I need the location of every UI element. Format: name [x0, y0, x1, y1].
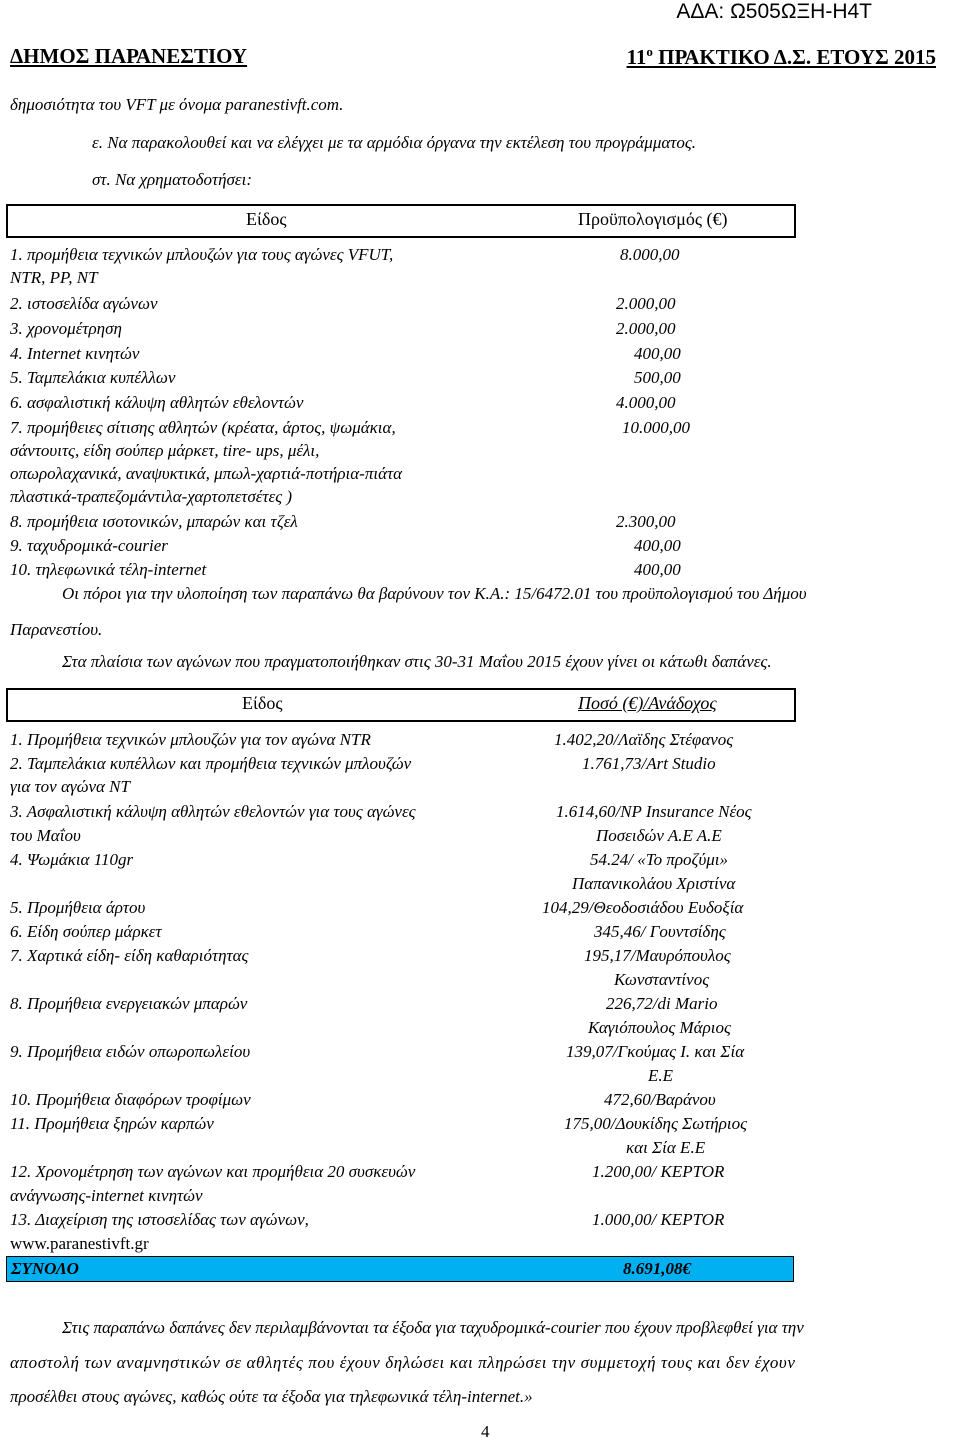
total-row	[6, 1256, 794, 1282]
table2-item: 2. Ταμπελάκια κυπέλλων και προμήθεια τεχνικών μπλουζών	[10, 754, 412, 773]
table2-item-cont: του Μαΐου	[10, 826, 81, 845]
expenses-intro: Στα πλαίσια των αγώνων που πραγματοποιήθηκαν στις 30-31 Μαΐου 2015 έχουν γίνει οι κάτωθι δαπάνες.	[62, 652, 772, 671]
table1-item: 9. ταχυδρομικά-courier	[10, 536, 168, 555]
table1-item: 7. προμήθειες σίτισης αθλητών (κρέατα, άρτος, ψωμάκια,	[10, 418, 396, 437]
minutes-title	[627, 44, 936, 70]
table1-item: 4. Internet κινητών	[10, 344, 140, 363]
table2-amount-cont: και Σία Ε.Ε	[626, 1138, 706, 1157]
table2-head-type: Είδος	[242, 693, 283, 713]
table2-amount: 226,72/di Mario	[606, 994, 718, 1013]
table1-amount: 500,00	[634, 368, 681, 387]
table2-item-cont: για τον αγώνα NT	[10, 777, 130, 796]
table2-item: 12. Χρονομέτρηση των αγώνων και προμήθεια 20 συσκευών	[10, 1162, 416, 1181]
minutes-rest: ΠΡΑΚΤΙΚΟ Δ.Σ. ΕΤΟΥΣ 2015	[652, 45, 936, 69]
table2-amount: 139,07/Γκούμας Ι. και Σία	[566, 1042, 745, 1061]
table1-item: 5. Ταμπελάκια κυπέλλων	[10, 368, 176, 387]
table2-item: 4. Ψωμάκια 110gr	[10, 850, 134, 869]
table2-item: 8. Προμήθεια ενεργειακών μπαρών	[10, 994, 248, 1013]
table2-amount: 1.200,00/ ΚΕΡΤΟR	[592, 1162, 725, 1181]
table1-amount: 400,00	[634, 560, 681, 579]
table1-head-budget: Προϋπολογισμός (€)	[578, 209, 728, 229]
table1-amount: 8.000,00	[620, 245, 680, 264]
minutes-number: 11	[626, 45, 647, 69]
table1-amount: 400,00	[634, 536, 681, 555]
line-publicity: δημοσιότητα του VFT με όνομα paranestivft.com.	[10, 95, 344, 114]
table2-amount: 104,29/Θεοδοσιάδου Ευδοξία	[542, 898, 744, 917]
table1-amount: 2.300,00	[616, 512, 676, 531]
total-amount: 8.691,08€	[623, 1259, 691, 1278]
table1-amount: 10.000,00	[622, 418, 690, 437]
table2-item: 5. Προμήθεια άρτου	[10, 898, 146, 917]
table1-item: 6. ασφαλιστική κάλυψη αθλητών εθελοντών	[10, 393, 304, 412]
table2-amount-cont: Κωνσταντίνος	[614, 970, 710, 989]
table1-item: 2. ιστοσελίδα αγώνων	[10, 294, 158, 313]
table1-amount: 2.000,00	[616, 294, 676, 313]
municipality-title: ΔΗΜΟΣ ΠΑΡΑΝΕΣΤΙΟΥ	[10, 44, 248, 68]
table2-item: 3. Ασφαλιστική κάλυψη αθλητών εθελοντών για τους αγώνες	[10, 802, 416, 821]
table1-amount: 400,00	[634, 344, 681, 363]
ada-code: ΑΔΑ: Ω505ΩΞΗ-Η4Τ	[676, 0, 872, 23]
table2-amount: 54.24/ «Το προζύμι»	[590, 850, 729, 869]
table2-item: 9. Προμήθεια ειδών οπωροπωλείου	[10, 1042, 251, 1061]
table2-item: 7. Χαρτικά είδη- είδη καθαριότητας	[10, 946, 249, 965]
table2-amount: 1.761,73/Art Studio	[582, 754, 716, 773]
table1-amount: 2.000,00	[616, 319, 676, 338]
table2-amount: 345,46/ Γουντσίδης	[594, 922, 726, 941]
funding-note-cont: Παρανεστίου.	[10, 620, 103, 639]
table2-amount: 472,60/Βαράνου	[604, 1090, 716, 1109]
table2-item: 6. Είδη σούπερ μάρκετ	[10, 922, 162, 941]
table1-amount: 4.000,00	[616, 393, 676, 412]
table1-item: 10. τηλεφωνικά τέλη-internet	[10, 560, 207, 579]
table2-item-cont: www.paranestivft.gr	[10, 1234, 149, 1253]
table2-amount-cont: Παπανικολάου Χριστίνα	[572, 874, 736, 893]
table2-amount: 1.402,20/Λαϊδης Στέφανος	[554, 730, 734, 749]
table1-item-cont: οπωρολαχανικά, αναψυκτικά, μπωλ-χαρτιά-ποτήρια-πιάτα	[10, 464, 403, 483]
closing-note: Στις παραπάνω δαπάνες δεν περιλαμβάνονται τα έξοδα για ταχυδρομικά-courier που έχουν προβλεφθεί για την	[62, 1318, 804, 1337]
table1-item: 3. χρονομέτρηση	[10, 319, 122, 338]
line-finance: στ. Να χρηματοδοτήσει:	[92, 170, 252, 189]
closing-note-cont: αποστολή των αναμνηστικών σε αθλητές που έχουν δηλώσει και πληρώσει την συμμετοχή τους και δεν έχουν	[10, 1353, 796, 1372]
table1-item-cont: σάντουιτς, είδη σούπερ μάρκετ, tire- ups, μέλι,	[10, 441, 320, 460]
table1-head-type: Είδος	[246, 209, 287, 229]
table2-amount: 1.614,60/NP Insurance Νέος	[556, 802, 752, 821]
table1-item: 8. προμήθεια ισοτονικών, μπαρών και τζελ	[10, 512, 298, 531]
table2-amount-cont: Ποσειδών Α.Ε Α.Ε	[596, 826, 722, 845]
table2-amount: 175,00/Δουκίδης Σωτήριος	[564, 1114, 748, 1133]
table2-head-amount: Ποσό (€)/Ανάδοχος	[578, 693, 717, 713]
funding-note: Οι πόροι για την υλοποίηση των παραπάνω θα βαρύνουν τον Κ.Α.: 15/6472.01 του προϋπολογισμού του Δήμου	[62, 584, 807, 603]
table2-item: 13. Διαχείριση της ιστοσελίδας των αγώνων,	[10, 1210, 309, 1229]
minutes-ordinal: ο	[646, 44, 653, 59]
table2-item: 11. Προμήθεια ξηρών καρπών	[10, 1114, 214, 1133]
table1-item: 1. προμήθεια τεχνικών μπλουζών για τους αγώνες VFUT,	[10, 245, 394, 264]
total-label: ΣΥΝΟΛΟ	[11, 1259, 79, 1278]
table2-item-cont: ανάγνωσης-internet κινητών	[10, 1186, 203, 1205]
table2-item: 10. Προμήθεια διαφόρων τροφίμων	[10, 1090, 251, 1109]
line-monitor: ε. Να παρακολουθεί και να ελέγχει με τα αρμόδια όργανα την εκτέλεση του προγράμματος.	[92, 133, 697, 152]
table1-item-cont: πλαστικά-τραπεζομάντιλα-χαρτοπετσέτες )	[10, 487, 293, 506]
table2-amount: 1.000,00/ ΚΕΡΤΟR	[592, 1210, 725, 1229]
table2-amount-cont: Ε.Ε	[648, 1066, 674, 1085]
page-number: 4	[481, 1422, 490, 1441]
table2-amount: 195,17/Μαυρόπουλος	[584, 946, 731, 965]
table1-item-cont: NTR, PP, NT	[10, 268, 98, 287]
closing-note-cont: προσέλθει στους αγώνες, καθώς ούτε τα έξοδα για τηλεφωνικά τέλη-internet.»	[10, 1387, 533, 1406]
table2-item: 1. Προμήθεια τεχνικών μπλουζών για τον αγώνα NTR	[10, 730, 371, 749]
table2-amount-cont: Καγιόπουλος Μάριος	[588, 1018, 731, 1037]
